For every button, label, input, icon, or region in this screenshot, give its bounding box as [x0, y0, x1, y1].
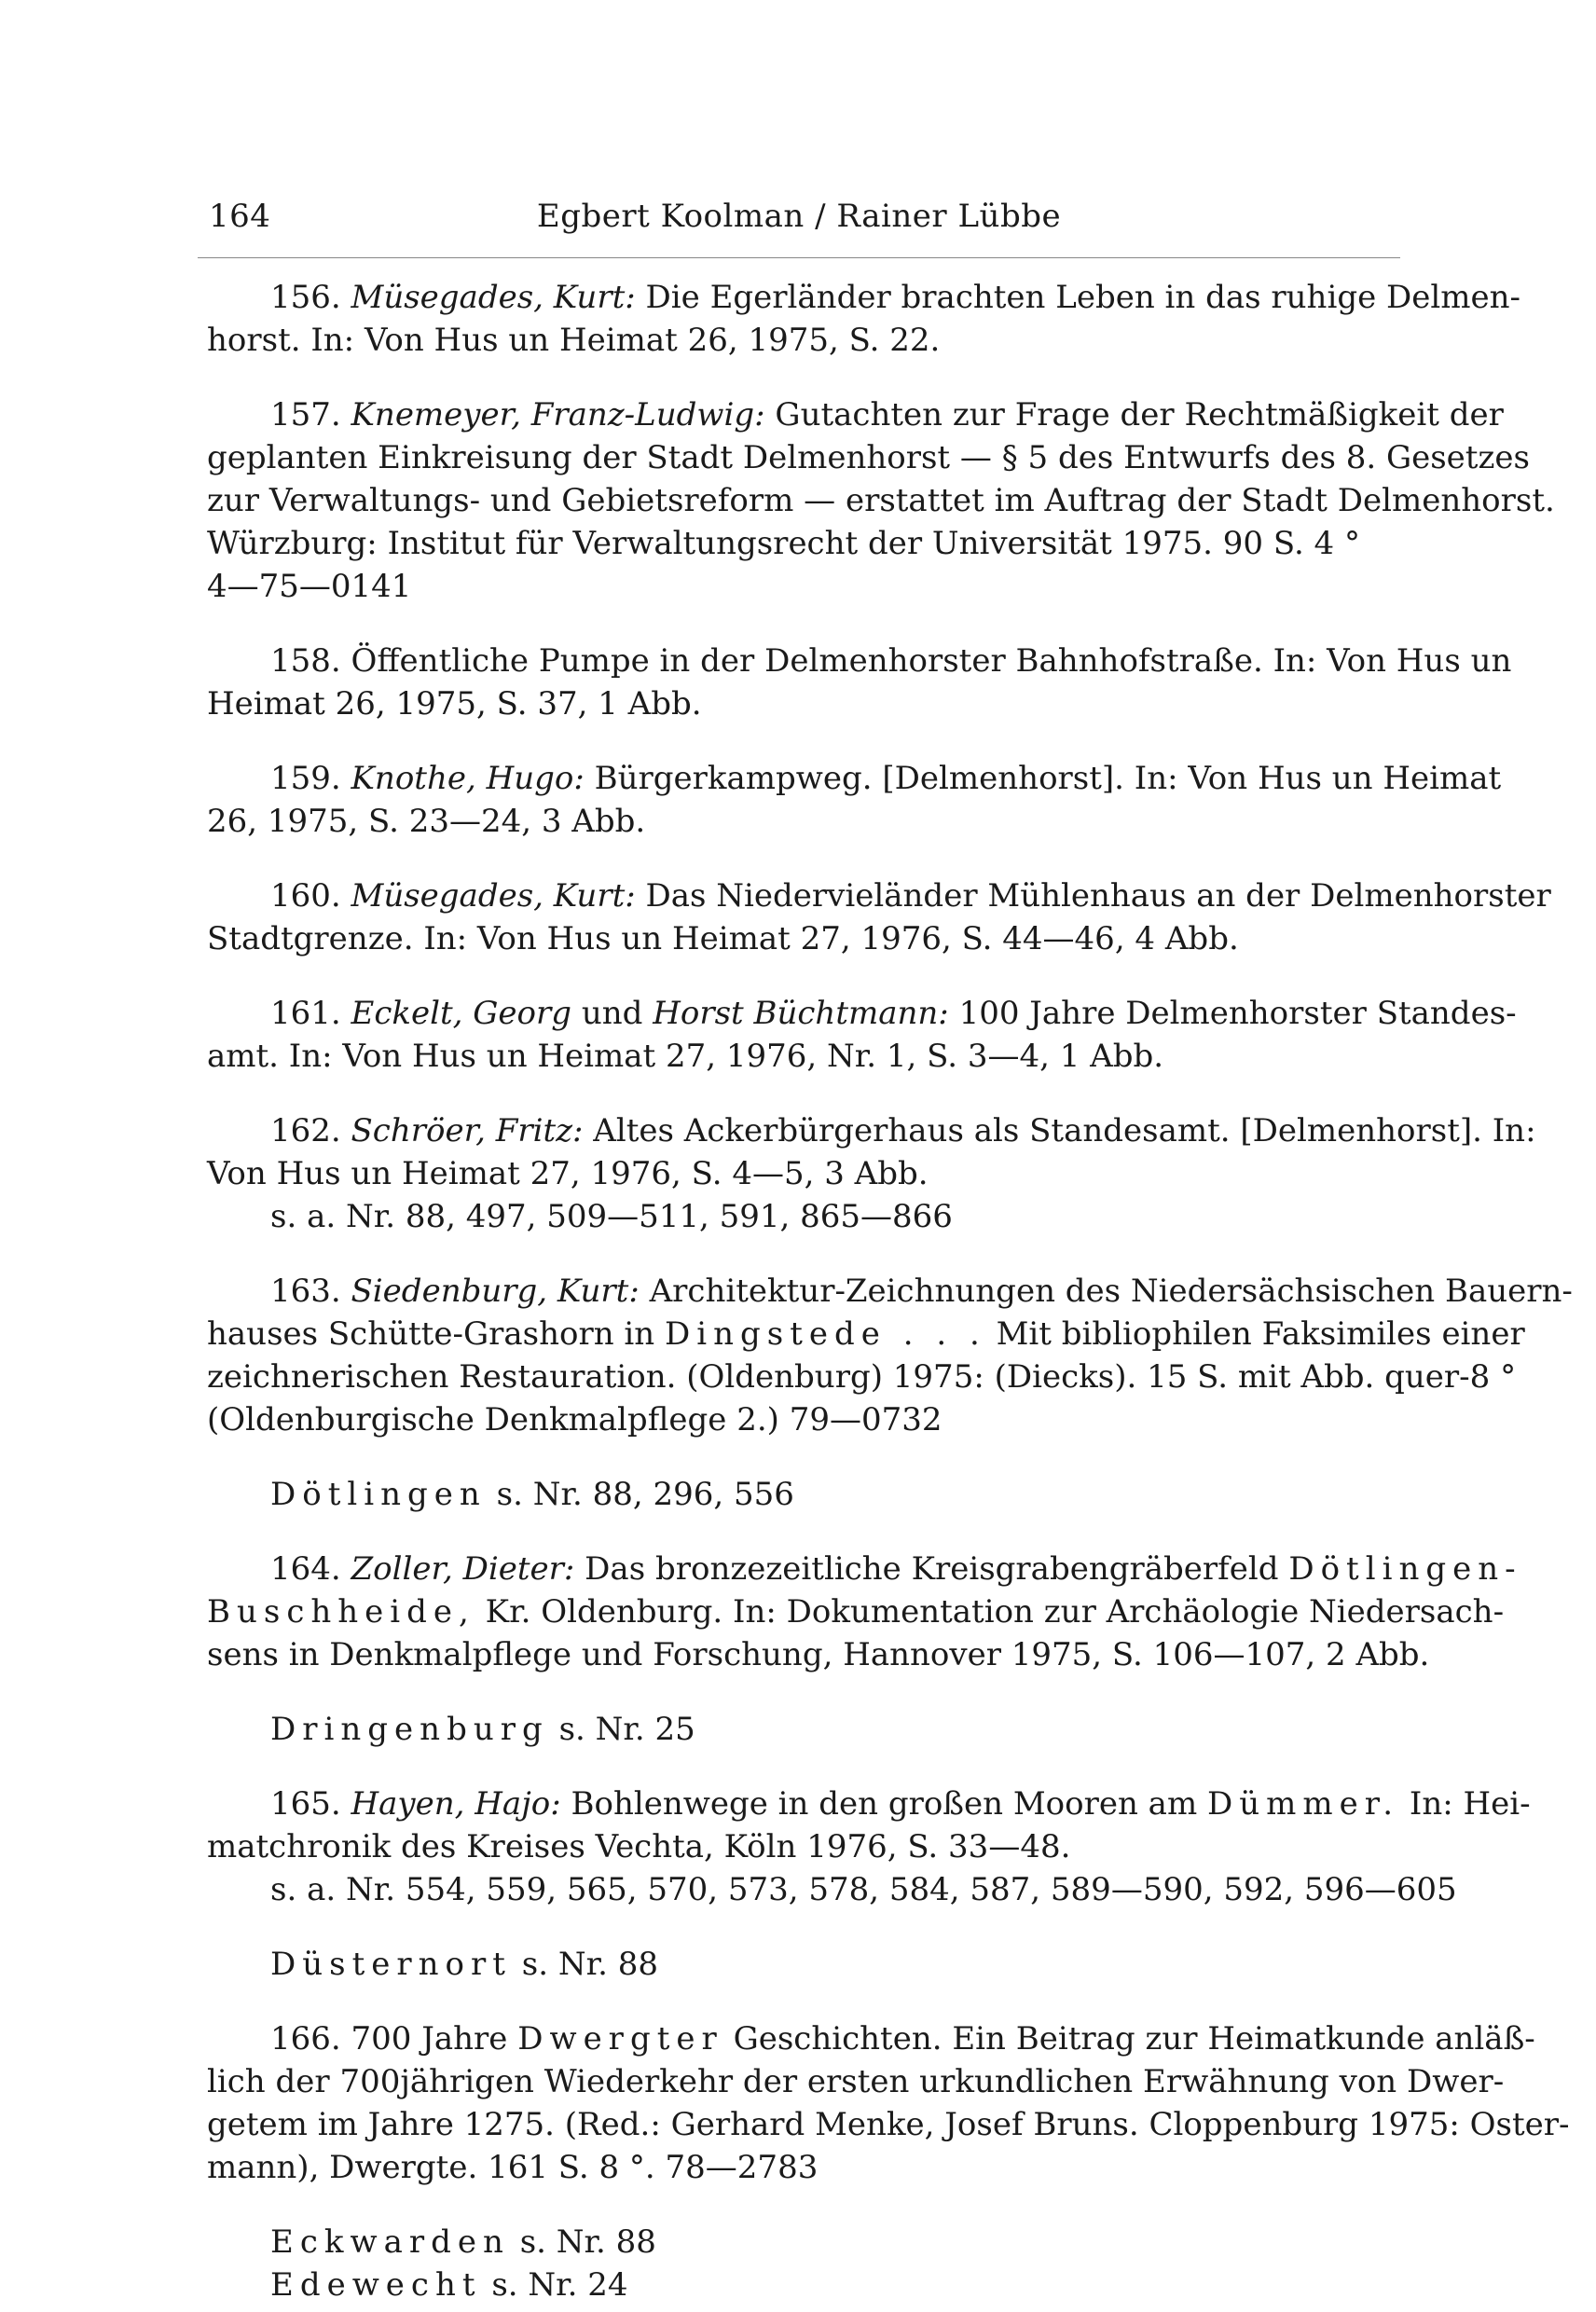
entry-text: Heimat 26, 1975, S. 37, 1 Abb.	[207, 685, 702, 722]
entry-cross-reference: s. a. Nr. 88, 497, 509—511, 591, 865—866	[270, 1198, 953, 1235]
entry-text: Bohlenwege in den großen Mooren am	[571, 1785, 1198, 1823]
entry-162	[207, 1109, 1536, 1238]
entry-number: 157.	[270, 396, 341, 434]
entry-author: Müsegades, Kurt:	[351, 877, 636, 915]
place-name: Edewecht	[270, 2266, 482, 2304]
entry-text: Architektur-Zeichnungen des Niedersächsischen Bauern-	[649, 1273, 1573, 1310]
entry-159	[207, 757, 1502, 843]
entry-text: Altes Ackerbürgerhaus als Standesamt. [Delmenhorst]. In:	[593, 1112, 1536, 1149]
place-cross-reference-doetlingen	[207, 1473, 1391, 1516]
entry-text: geplanten Einkreisung der Stadt Delmenhorst — § 5 des Entwurfs des 8. Gesetzes	[207, 439, 1530, 476]
entry-text: 26, 1975, S. 23—24, 3 Abb.	[207, 803, 646, 840]
entry-text: 100 Jahre Delmenhorster Standes-	[958, 995, 1517, 1032]
entry-text: (Oldenburgische Denkmalpflege 2.) 79—0732	[207, 1401, 942, 1438]
entry-164	[207, 1548, 1522, 1676]
entry-number: 162.	[270, 1112, 341, 1149]
entry-number: 164.	[270, 1550, 341, 1588]
entry-text: lich der 700jährigen Wiederkehr der ersten urkundlichen Erwähnung von Dwer-	[207, 2063, 1505, 2100]
entry-spaced-place: Dwergter	[517, 2020, 723, 2057]
entry-author: Knemeyer, Franz-Ludwig:	[351, 396, 765, 434]
entry-text: amt. In: Von Hus un Heimat 27, 1976, Nr. 1, S. 3—4, 1 Abb.	[207, 1038, 1164, 1075]
entry-text: 4—75—0141	[207, 568, 412, 605]
entry-spaced-place: Dümmer.	[1207, 1785, 1400, 1823]
entry-165	[207, 1782, 1531, 1911]
place-reference: s. Nr. 88	[519, 2223, 656, 2261]
entry-text: matchronik des Kreises Vechta, Köln 1976, S. 33—48.	[207, 1828, 1071, 1865]
place-name: Dötlingen	[270, 1476, 487, 1513]
place-reference: s. Nr. 88, 296, 556	[496, 1476, 794, 1513]
entry-number: 160.	[270, 877, 341, 915]
entry-text: Würzburg: Institut für Verwaltungsrecht der Universität 1975. 90 S. 4 °	[207, 525, 1360, 562]
entry-number: 156.	[270, 279, 341, 316]
place-name: Düsternort	[270, 1946, 512, 1983]
place-reference: s. Nr. 25	[558, 1711, 695, 1748]
place-cross-reference-dringenburg	[207, 1708, 1391, 1751]
entry-163	[207, 1270, 1573, 1441]
page-number: 164	[209, 198, 271, 235]
entry-author: Zoller, Dieter:	[351, 1550, 575, 1588]
entry-text: Gutachten zur Frage der Rechtmäßigkeit der	[775, 396, 1504, 434]
entry-author: Hayen, Hajo:	[351, 1785, 561, 1823]
entry-text: In: Hei-	[1409, 1785, 1531, 1823]
entry-text: Bürgerkampweg. [Delmenhorst]. In: Von Hus un Heimat	[594, 760, 1502, 797]
entry-text: Stadtgrenze. In: Von Hus un Heimat 27, 1976, S. 44—46, 4 Abb.	[207, 920, 1239, 957]
entry-text: mann), Dwergte. 161 S. 8 °. 78—2783	[207, 2149, 819, 2186]
header-rule	[198, 257, 1400, 258]
place-cross-reference-eckwarden	[207, 2221, 1391, 2264]
entry-text: Das bronzezeitliche Kreisgrabengräberfeld	[585, 1550, 1279, 1588]
entry-160	[207, 874, 1551, 960]
entry-text: Öffentliche Pumpe in der Delmenhorster Bahnhofstraße. In: Von Hus un	[351, 642, 1512, 680]
entry-number: 163.	[270, 1273, 341, 1310]
entry-text: Das Niedervieländer Mühlenhaus an der Delmenhorster	[645, 877, 1551, 915]
entry-cross-reference: s. a. Nr. 554, 559, 565, 570, 573, 578, 584, 587, 589—590, 592, 596—605	[270, 1871, 1457, 1908]
entry-number: 166.	[270, 2020, 341, 2057]
entry-spaced-place: Dötlingen-	[1288, 1550, 1522, 1588]
entry-166	[207, 2017, 1570, 2189]
place-reference: s. Nr. 24	[491, 2266, 628, 2304]
place-reference: s. Nr. 88	[521, 1946, 658, 1983]
place-name: Eckwarden	[270, 2223, 510, 2261]
entry-spaced-place: Dingstede . . .	[665, 1315, 986, 1353]
running-head: Egbert Koolman / Rainer Lübbe	[536, 198, 1062, 235]
entry-157	[207, 393, 1555, 608]
place-cross-reference-edewecht	[207, 2264, 1391, 2306]
entry-author: Schröer, Fritz:	[351, 1112, 584, 1149]
entry-author: Knothe, Hugo:	[351, 760, 585, 797]
entry-156	[207, 276, 1521, 362]
entry-text: horst. In: Von Hus un Heimat 26, 1975, S. 22.	[207, 322, 941, 359]
entry-author: Eckelt, Georg	[351, 995, 572, 1032]
entry-text: hauses Schütte-Grashorn in	[207, 1315, 655, 1353]
entry-text: Von Hus un Heimat 27, 1976, S. 4—5, 3 Abb.	[207, 1155, 929, 1192]
entry-text: Mit bibliophilen Faksimiles einer	[996, 1315, 1525, 1353]
entry-spaced-place: Buschheide,	[207, 1593, 475, 1631]
entry-number: 159.	[270, 760, 341, 797]
entry-158	[207, 640, 1512, 725]
entry-text: Kr. Oldenburg. In: Dokumentation zur Archäologie Niedersach-	[485, 1593, 1505, 1631]
entry-author: Siedenburg, Kurt:	[351, 1273, 640, 1310]
entry-161	[207, 992, 1517, 1078]
entry-text: und	[581, 995, 643, 1032]
entry-text: 700 Jahre	[351, 2020, 508, 2057]
entry-text: zeichnerischen Restauration. (Oldenburg) 1975: (Diecks). 15 S. mit Abb. quer-8 °	[207, 1358, 1517, 1396]
entry-text: sens in Denkmalpflege und Forschung, Hannover 1975, S. 106—107, 2 Abb.	[207, 1636, 1430, 1673]
entry-text: Geschichten. Ein Beitrag zur Heimatkunde anläß-	[733, 2020, 1535, 2057]
entry-number: 158.	[270, 642, 341, 680]
place-cross-reference-duesternort	[207, 1943, 1391, 1986]
entry-number: 165.	[270, 1785, 341, 1823]
entry-author: Müsegades, Kurt:	[351, 279, 636, 316]
entry-text: zur Verwaltungs- und Gebietsreform — erstattet im Auftrag der Stadt Delmenhorst.	[207, 482, 1555, 519]
entry-text: getem im Jahre 1275. (Red.: Gerhard Menke, Josef Bruns. Cloppenburg 1975: Oster-	[207, 2106, 1570, 2143]
entry-text: Die Egerländer brachten Leben in das ruhige Delmen-	[645, 279, 1521, 316]
place-name: Dringenburg	[270, 1711, 549, 1748]
bibliography-list	[207, 276, 1573, 2306]
page-header	[198, 186, 1400, 242]
entry-number: 161.	[270, 995, 341, 1032]
entry-author: Horst Büchtmann:	[653, 995, 949, 1032]
